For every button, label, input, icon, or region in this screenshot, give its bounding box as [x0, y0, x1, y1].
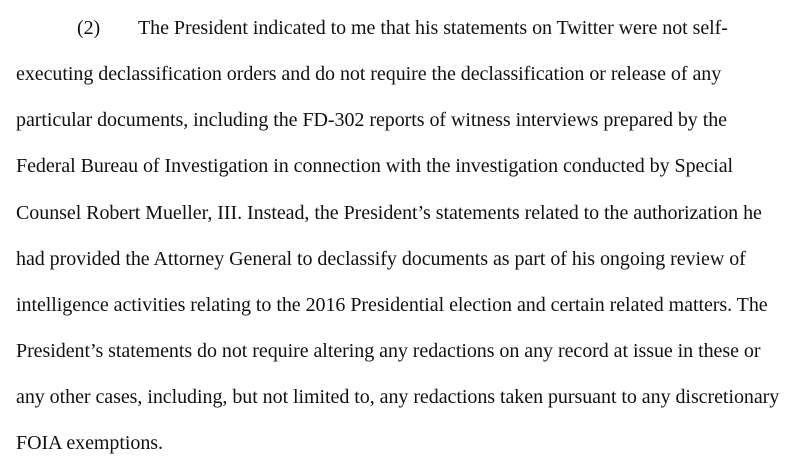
- paragraph-line-10: FOIA exemptions.: [16, 432, 163, 454]
- line-text: The President indicated to me that his statements on Twitter were not self-: [138, 17, 728, 39]
- paragraph-number: (2): [77, 17, 101, 39]
- paragraph-line-3: particular documents, including the FD-302 reports of witness interviews prepared by the: [16, 109, 727, 131]
- paragraph-line-7: intelligence activities relating to the 2016 Presidential election and certain related matters. The: [16, 294, 768, 316]
- paragraph-line-4: Federal Bureau of Investigation in connection with the investigation conducted by Special: [16, 155, 734, 177]
- paragraph-line-6: had provided the Attorney General to declassify documents as part of his ongoing review of: [16, 248, 746, 270]
- paragraph-line-2: executing declassification orders and do not require the declassification or release of any: [16, 63, 722, 85]
- paragraph-line-8: President’s statements do not require altering any redactions on any record at issue in these or: [16, 340, 761, 362]
- paragraph-line-1: [77, 18, 728, 38]
- paragraph-line-9: any other cases, including, but not limited to, any redactions taken pursuant to any discretionary: [16, 386, 780, 408]
- paragraph-line-5: Counsel Robert Mueller, III. Instead, the President’s statements related to the authorization he: [16, 202, 762, 224]
